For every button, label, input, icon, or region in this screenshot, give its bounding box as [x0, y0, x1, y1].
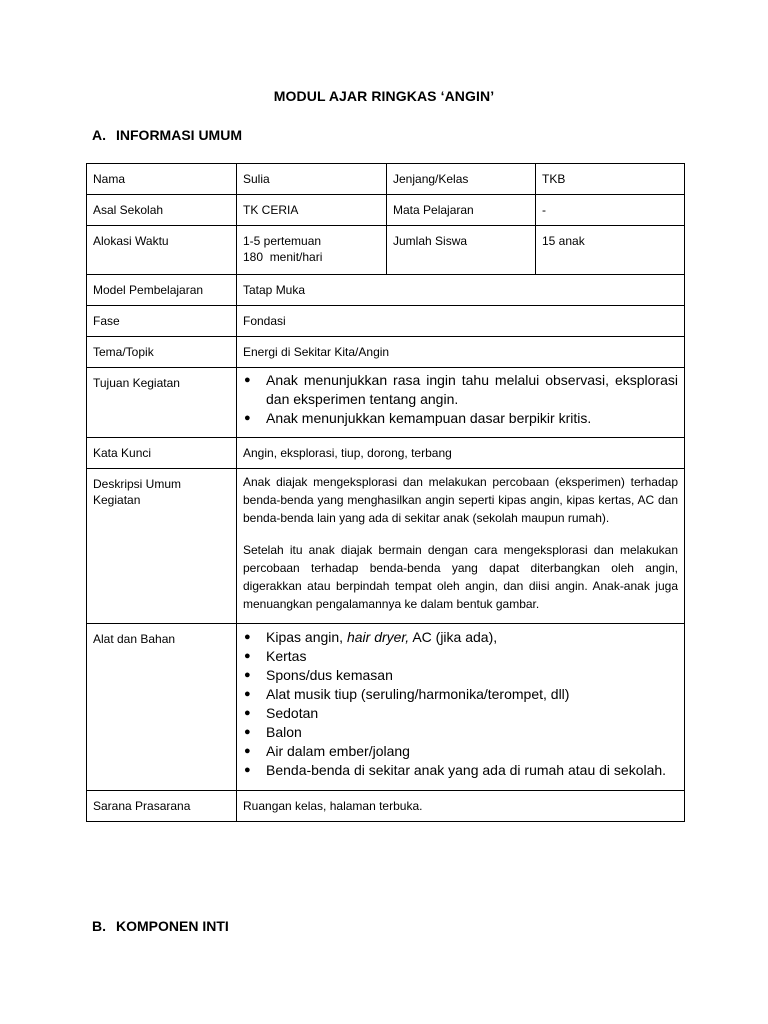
list-item — [243, 666, 678, 685]
tema-topik-value: Energi di Sekitar Kita/Angin — [237, 337, 685, 368]
list-item — [243, 742, 678, 761]
tema-topik-label: Tema/Topik — [87, 337, 237, 368]
nama-label: Nama — [87, 164, 237, 195]
list-item — [243, 704, 678, 723]
jenjang-value: TKB — [536, 164, 685, 195]
section-number: B. — [92, 918, 106, 934]
alat-bahan-value — [237, 624, 685, 791]
bullet-icon: ● — [244, 745, 251, 757]
table-row — [87, 337, 685, 368]
section-number: A. — [92, 127, 106, 143]
sarana-prasarana-label: Sarana Prasarana — [87, 791, 237, 822]
bullet-icon: ● — [244, 631, 251, 643]
sarana-prasarana-value: Ruangan kelas, halaman terbuka. — [237, 791, 685, 822]
bullet-icon: ● — [244, 707, 251, 719]
table-row — [87, 368, 685, 438]
tujuan-list — [243, 371, 678, 428]
page-title: MODUL AJAR RINGKAS ‘ANGIN’ — [273, 88, 495, 104]
list-item — [243, 647, 678, 666]
asal-sekolah-label: Asal Sekolah — [87, 195, 237, 226]
alokasi-waktu-label: Alokasi Waktu — [87, 226, 237, 275]
kata-kunci-value: Angin, eksplorasi, tiup, dorong, terbang — [237, 438, 685, 469]
alokasi-line: 180 menit/hari — [243, 250, 323, 264]
alat-item-text: Balon — [266, 724, 302, 740]
nama-value: Sulia — [237, 164, 387, 195]
tujuan-item-text: Anak menunjukkan kemampuan dasar berpikir kritis. — [266, 410, 592, 426]
section-label: INFORMASI UMUM — [116, 127, 242, 143]
alat-item-text: Sedotan — [266, 705, 319, 721]
model-pembelajaran-value: Tatap Muka — [237, 275, 685, 306]
model-pembelajaran-label: Model Pembelajaran — [87, 275, 237, 306]
table-row — [87, 275, 685, 306]
tujuan-kegiatan-label: Tujuan Kegiatan — [87, 368, 237, 438]
table-row — [87, 624, 685, 791]
alat-item-text: Alat musik tiup (seruling/harmonika/terompet, dll) — [266, 686, 570, 702]
alat-item-text: Spons/dus kemasan — [266, 667, 393, 683]
bullet-icon: ● — [244, 669, 251, 681]
table-row — [87, 306, 685, 337]
deskripsi-paragraph: Anak diajak mengeksplorasi dan melakukan percobaan (eksperimen) terhadap benda-benda yang menghasilkan angin seperti kipas angin, kipas kertas, AC dan benda-benda lain yang ada di sekitar anak (sekolah maupun rumah). — [243, 475, 678, 525]
list-item — [243, 685, 678, 704]
jenjang-label: Jenjang/Kelas — [387, 164, 536, 195]
jumlah-siswa-value: 15 anak — [536, 226, 685, 275]
list-item — [243, 371, 678, 409]
alat-item-text: Kertas — [266, 648, 307, 664]
kata-kunci-label: Kata Kunci — [87, 438, 237, 469]
mata-pelajaran-label: Mata Pelajaran — [387, 195, 536, 226]
table-row — [87, 469, 685, 624]
table-row — [87, 195, 685, 226]
table-row — [87, 791, 685, 822]
alat-bahan-list — [243, 628, 678, 780]
list-item — [243, 723, 678, 742]
table-row — [87, 226, 685, 275]
bullet-icon: ● — [244, 764, 251, 776]
fase-label: Fase — [87, 306, 237, 337]
section-heading-informasi-umum — [92, 127, 242, 143]
table-row — [87, 164, 685, 195]
table-row — [87, 438, 685, 469]
tujuan-kegiatan-value — [237, 368, 685, 438]
jumlah-siswa-label: Jumlah Siswa — [387, 226, 536, 275]
alat-item-text: Kipas angin, — [266, 629, 347, 645]
section-label: KOMPONEN INTI — [116, 918, 229, 934]
bullet-icon: ● — [244, 650, 251, 662]
alat-bahan-label: Alat dan Bahan — [87, 624, 237, 791]
list-item — [243, 409, 678, 428]
alat-item-text: Benda-benda di sekitar anak yang ada di rumah atau di sekolah. — [266, 762, 667, 778]
fase-value: Fondasi — [237, 306, 685, 337]
alat-item-text: Air dalam ember/jolang — [266, 743, 410, 759]
alokasi-line: 1-5 pertemuan — [243, 234, 322, 248]
deskripsi-paragraph: Setelah itu anak diajak bermain dengan cara mengeksplorasi dan melakukan percobaan terhadap benda-benda yang dapat diterbangkan oleh angin, digerakkan atau berpindah tempat oleh angin, dan diisi angin. Anak-anak juga menuangkan pengalamannya ke dalam bentuk gambar. — [243, 543, 678, 611]
section-heading-komponen-inti — [92, 918, 229, 934]
list-item — [243, 761, 678, 780]
bullet-icon: ● — [244, 374, 251, 386]
tujuan-item-text: Anak menunjukkan rasa ingin tahu melalui observasi, eksplorasi dan eksperimen tentang angin. — [266, 372, 678, 407]
asal-sekolah-value: TK CERIA — [237, 195, 387, 226]
bullet-icon: ● — [244, 688, 251, 700]
alat-item-text: AC (jika ada), — [409, 629, 498, 645]
informasi-umum-table — [86, 163, 685, 822]
alokasi-waktu-value — [237, 226, 387, 275]
deskripsi-value — [237, 469, 685, 624]
alat-item-italic: hair dryer, — [346, 629, 410, 645]
bullet-icon: ● — [244, 412, 251, 424]
deskripsi-label: Deskripsi Umum Kegiatan — [87, 469, 237, 624]
bullet-icon: ● — [244, 726, 251, 738]
mata-pelajaran-value: - — [536, 195, 685, 226]
list-item — [243, 628, 678, 647]
